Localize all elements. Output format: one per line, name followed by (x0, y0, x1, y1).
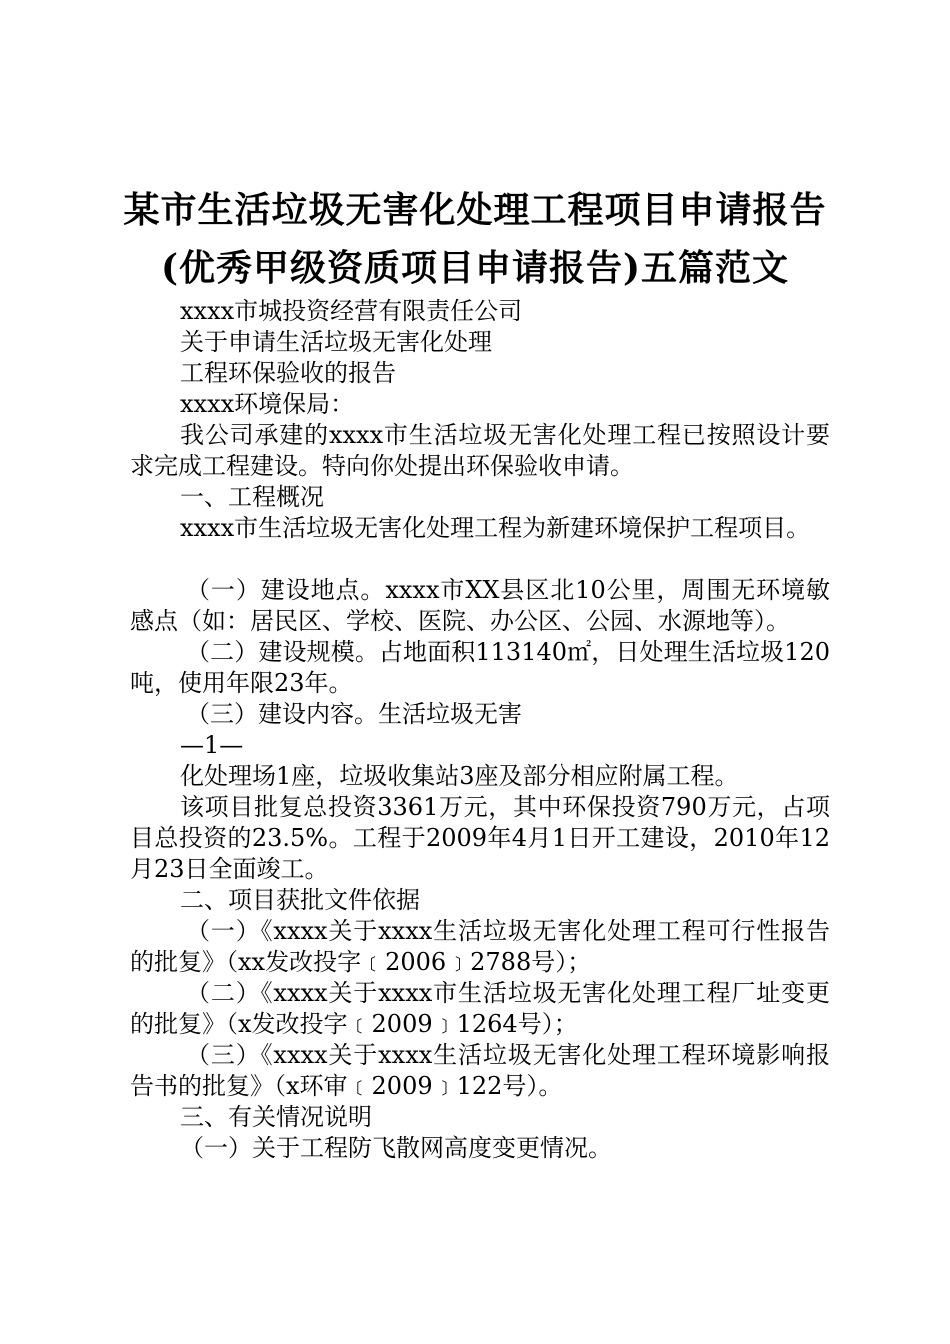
body-paragraph: （二）建设规模。占地面积113140㎡，日处理生活垃圾120吨，使用年限23年。 (130, 638, 830, 697)
document-title-line-2: (优秀甲级资质项目申请报告)五篇范文 (160, 247, 790, 289)
section-heading: 二、项目获批文件依据 (180, 886, 420, 914)
section-heading: 三、有关情况说明 (180, 1103, 372, 1131)
section-heading: 一、工程概况 (180, 483, 324, 511)
body-paragraph: xxxx市生活垃圾无害化处理工程为新建环境保护工程项目。 (180, 514, 811, 542)
report-subject-line-1: 关于申请生活垃圾无害化处理 (180, 328, 492, 356)
body-paragraph: （三）《xxxx关于xxxx生活垃圾无害化处理工程环境影响报告书的批复》（x环审﹝2009﹞122号）。 (130, 1041, 830, 1100)
body-paragraph: 化处理场1座，垃圾收集站3座及部分相应附属工程。 (180, 762, 739, 790)
document-title-line-1: 某市生活垃圾无害化处理工程项目申请报告 (123, 189, 827, 231)
body-paragraph: 该项目批复总投资3361万元，其中环保投资790万元，占项目总投资的23.5%。工程于2009年4月1日开工建设，2010年12月23日全面竣工。 (130, 793, 830, 883)
body-paragraph: （二）《xxxx关于xxxx市生活垃圾无害化处理工程厂址变更的批复》（x发改投字﹝2009﹞1264号）； (130, 979, 830, 1038)
document-body (130, 296, 830, 1164)
addressee: xxxx环境保局： (180, 390, 355, 418)
body-paragraph: 我公司承建的xxxx市生活垃圾无害化处理工程已按照设计要求完成工程建设。特向你处提出环保验收申请。 (130, 421, 830, 480)
report-subject-line-2: 工程环保验收的报告 (180, 359, 396, 387)
body-paragraph: （一）关于工程防飞散网高度变更情况。 (180, 1134, 612, 1162)
body-paragraph: （一）建设地点。xxxx市XX县区北10公里，周围无环境敏感点（如：居民区、学校、医院、办公区、公园、水源地等）。 (130, 576, 830, 635)
body-paragraph: （一）《xxxx关于xxxx生活垃圾无害化处理工程可行性报告的批复》（xx发改投字﹝2006﹞2788号）； (130, 917, 830, 976)
page-number: —1— (180, 731, 244, 759)
body-paragraph: （三）建设内容。生活垃圾无害 (186, 700, 522, 728)
company-name: xxxx市城投资经营有限责任公司 (180, 297, 523, 325)
